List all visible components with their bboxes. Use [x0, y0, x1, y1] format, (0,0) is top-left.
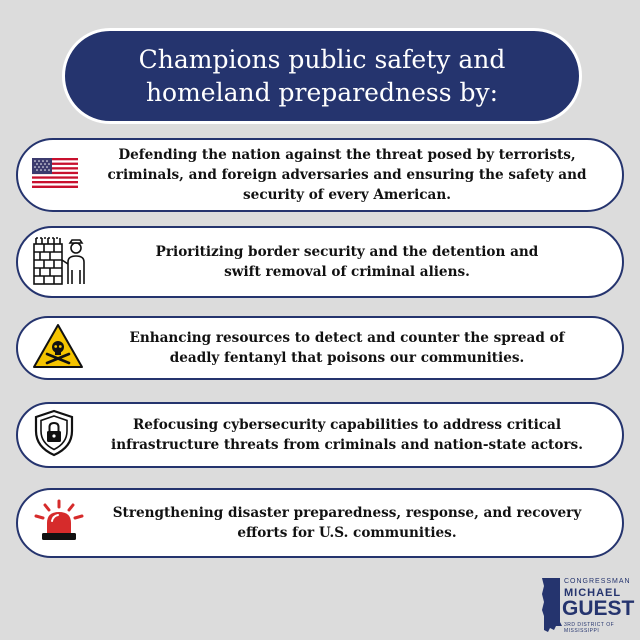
item-text: Strengthening disaster preparedness, response, and recovery efforts for U.S. communities.	[112, 505, 582, 541]
title-banner	[62, 28, 582, 124]
border-wall-officer-icon	[32, 234, 90, 290]
shield-lock-icon	[32, 409, 76, 461]
logo-title: CONGRESSMAN	[564, 578, 631, 585]
item-cybersecurity	[16, 402, 624, 468]
item-fentanyl	[16, 316, 624, 380]
logo-last-name: GUEST	[562, 597, 635, 620]
title-line-1: Champions public safety and	[138, 45, 506, 74]
congressman-logo	[540, 576, 636, 636]
mississippi-state-icon	[540, 576, 564, 634]
item-text: Enhancing resources to detect and counter the spread of deadly fentanyl that poisons our communities.	[129, 330, 565, 366]
poison-warning-icon	[32, 323, 84, 373]
item-border-security	[16, 226, 624, 298]
logo-first-name: MICHAEL	[564, 587, 622, 599]
item-defending-nation	[16, 138, 624, 212]
item-text: Refocusing cybersecurity capabilities to address critical infrastructure threats from criminals and nation-state actors.	[111, 417, 583, 453]
item-text: Prioritizing border security and the detention and swift removal of criminal aliens.	[155, 244, 539, 280]
item-disaster-preparedness	[16, 488, 624, 558]
title-line-2: homeland preparedness by:	[145, 78, 499, 107]
page-title	[139, 43, 506, 109]
item-text: Defending the nation against the threat posed by terrorists, criminals, and foreign adversaries and ensuring the safety and security of every American.	[107, 147, 587, 203]
us-flag-icon	[32, 158, 78, 192]
emergency-siren-icon	[32, 499, 86, 547]
logo-district: 3RD DISTRICT OF MISSISSIPPI	[564, 622, 615, 634]
